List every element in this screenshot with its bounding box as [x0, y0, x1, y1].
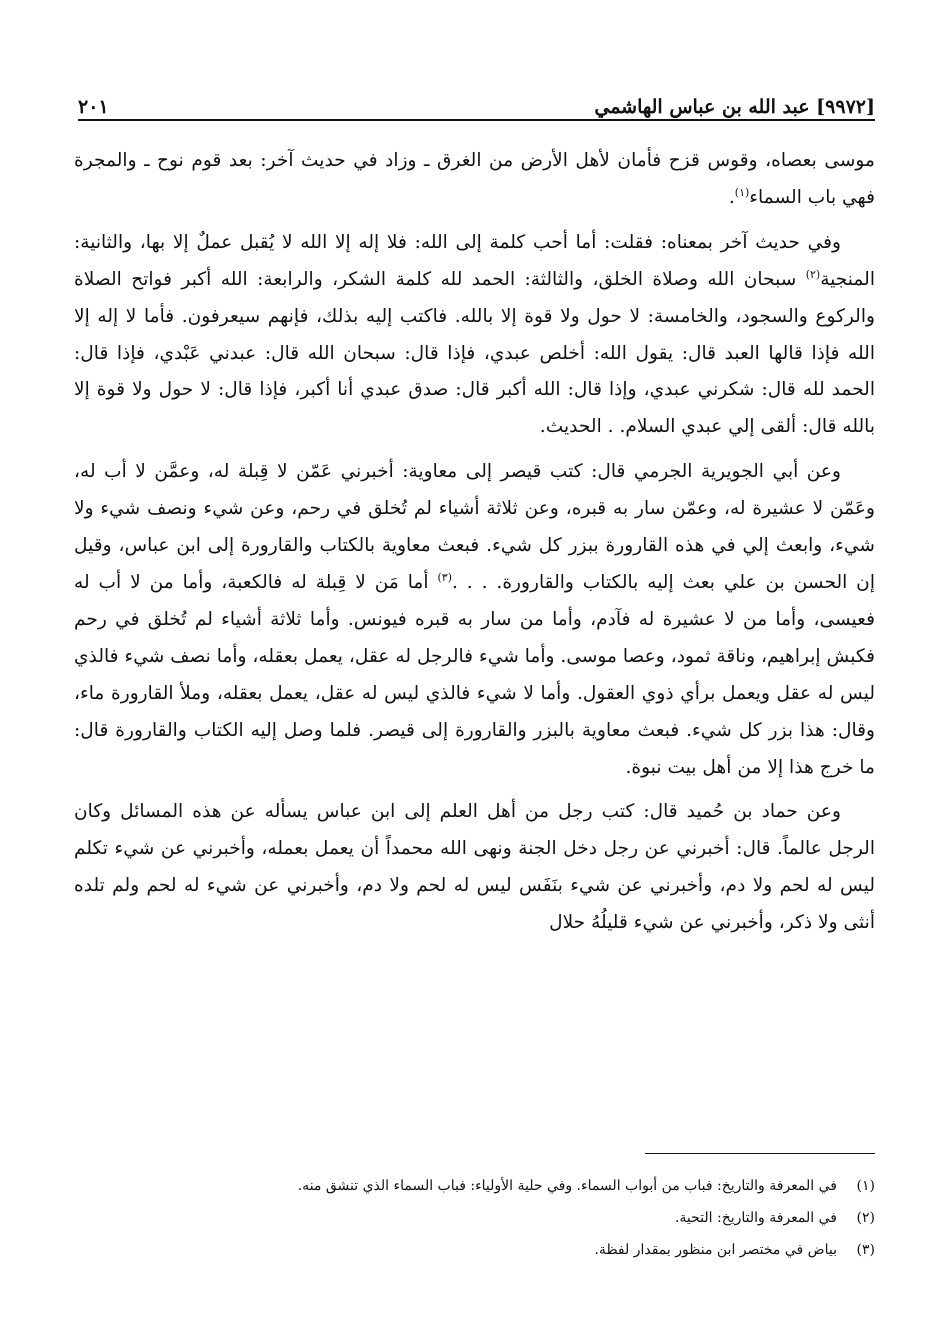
- footnote-number: (١): [856, 1178, 875, 1194]
- footnote-number: (٣): [856, 1242, 875, 1258]
- paragraph: وفي حديث آخر بمعناه: فقلت: أما أحب كلمة إلى الله: فلا إله إلا الله لا يُقبل عملٌ إلا بها، والثانية: المنجية$^{(٢)}$ سبحان الله وصلاة الخلق، والثالثة: الحمد لله كلمة الشكر، والرابعة: الله أكبر فواتح الصلاة والركوع والسجود، والخامسة: لا حول ولا قوة إلا بالله. فاكتب إليه بذلك، فإنهم سيعرفون. فأما لا إله إلا الله فإذا قالها العبد قال: يقول الله: أخلص عبدي، فإذا قال: سبحان الله قال: عبدني عَبْدي، فإذا قال: الحمد لله قال: شكرني عبدي، وإذا قال: الله أكبر قال: صدق عبدي أنا أكبر، فإذا قال: لا حول ولا قوة إلا بالله قال: ألقى إلي عبدي السلام. . الحديث.: [74, 231, 875, 438]
- main-text: [74, 143, 875, 950]
- paragraph: وعن أبي الجويرية الجرمي قال: كتب قيصر إلى معاوية: أخبرني عَمّن لا قِبلة له، وعمَّن لا أب له، وعَمّن لا عشيرة له، وعمّن سار به قبره، وعن ثلاثة أشياء لم تُخلق في رحم، وعن شيء ونصف شيء ولا شيء، وابعث إلي في هذه القارورة ببزر كل شيء. فبعث معاوية بالكتاب والقارورة إلى ابن عباس، وقيل إن الحسن بن علي بعث إليه بالكتاب والقارورة. . . .$^{(٣)}$ أما مَن لا قِبلة له فالكعبة، وأما من لا أب له فعيسى، وأما من لا عشيرة له فآدم، وأما من سار به قبره فيونس. وأما ثلاثة أشياء لم تُخلق في رحم فكبش إبراهيم، وناقة ثمود، وعصا موسى. وأما شيء فالرجل له عقل، يعمل بعقله، وأما نصف شيء فالذي ليس له عقل ويعمل برأي ذوي العقول. وأما لا شيء فالذي ليس له عقل، يعمل بعقله، وملأ القارورة ماء، وقال: هذا بزر كل شيء. فبعث معاوية بالبزر والقارورة إلى قيصر. فلما وصل إليه الكتاب والقارورة قال: ما خرج هذا إلا من أهل بيت نبوة.: [74, 461, 875, 778]
- footnote-ref: (٢): [805, 267, 821, 281]
- running-title: [٩٩٧٢] عبد الله بن عباس الهاشمي: [594, 96, 875, 118]
- footnote: [120, 1170, 875, 1202]
- header-rule: [78, 119, 875, 121]
- footnote-text: بياض في مختصر ابن منظور بمقدار لفظة.: [594, 1242, 837, 1258]
- paragraph: موسى بعصاه، وقوس قزح فأمان لأهل الأرض من الغرق ـ وزاد في حديث آخر: بعد قوم نوح ـ والمجرة فهي باب السماء$^{(١)}$.: [74, 150, 875, 208]
- footnote-text: في المعرفة والتاريخ: فباب من أبواب السماء. وفي حلية الأولياء: فباب السماء الذي تنشق منه.: [297, 1178, 837, 1194]
- footnotes: [120, 1170, 875, 1266]
- page-header: [78, 82, 875, 118]
- footnote-ref: (٣): [437, 570, 452, 584]
- footnote: [120, 1202, 875, 1234]
- footnote-text: في المعرفة والتاريخ: التحية.: [674, 1210, 837, 1226]
- footnote-rule: [645, 1153, 875, 1154]
- footnote: [120, 1234, 875, 1266]
- footnote-number: (٢): [856, 1210, 875, 1226]
- paragraph: وعن حماد بن حُميد قال: كتب رجل من أهل العلم إلى ابن عباس يسأله عن هذه المسائل وكان الرجل عالماً. قال: أخبرني عن رجل دخل الجنة ونهى الله محمداً أن يعمل بعمله، وأخبرني عن شيء تكلم ليس له لحم ولا دم، وأخبرني عن شيء بنَفَس ليس له لحم ولا دم، وأخبرني عن شيء له لحم ولم تلده أنثى ولا ذكر، وأخبرني عن شيء قليلُهُ حلال: [74, 801, 875, 934]
- page-number: ٢٠١: [78, 96, 109, 118]
- footnote-ref: (١): [734, 185, 750, 199]
